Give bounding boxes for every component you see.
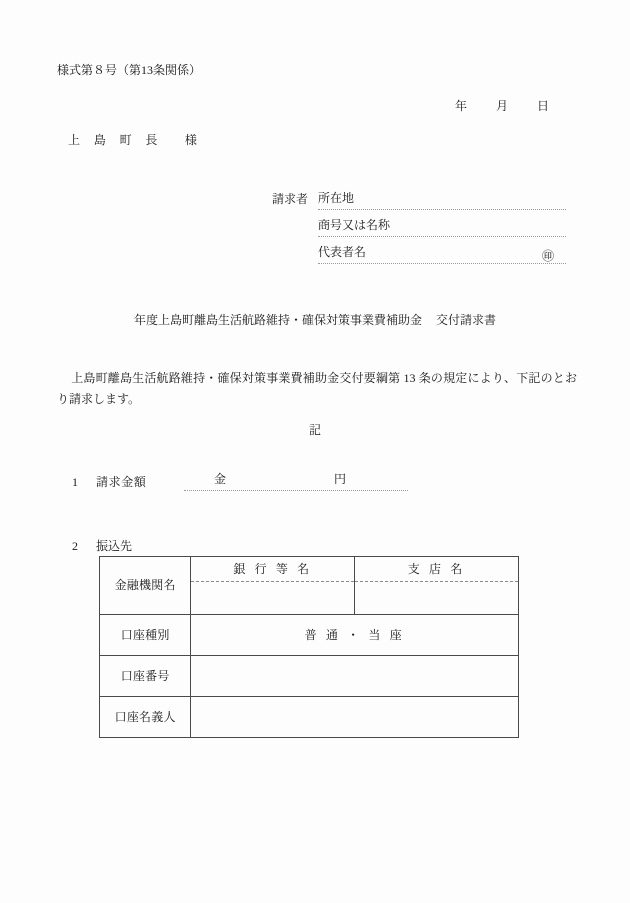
addressee-town: 上 島 町 長 <box>68 133 163 147</box>
page-title <box>0 312 630 329</box>
requester-tag-spacer-2 <box>272 262 318 264</box>
form-number: 様式第８号（第13条関係） <box>57 63 202 77</box>
currency-suffix: 円 <box>334 472 347 486</box>
table-row-account-type <box>100 615 519 656</box>
requester-address-field[interactable] <box>318 190 566 210</box>
item-claim-amount <box>72 471 408 491</box>
date-day-label: 日 <box>537 99 550 113</box>
table-row-account-number <box>100 656 519 697</box>
item-2-number: 2 <box>72 539 78 553</box>
body-paragraph-text: 上島町離島生活航路維持・確保対策事業費補助金交付要綱第 13 条の規定により、下記のとおり請求します。 <box>57 371 577 406</box>
item-1-number: 1 <box>72 475 78 489</box>
requester-tag-spacer <box>272 235 318 237</box>
table-row-account-holder <box>100 697 519 738</box>
table-row-institution <box>100 557 519 615</box>
bank-account-table <box>99 556 519 738</box>
requester-address-label: 所在地 <box>318 191 355 206</box>
addressee <box>68 132 197 149</box>
body-paragraph <box>57 368 577 410</box>
date-month-label: 月 <box>496 99 509 113</box>
institution-label-cell: 金融機関名 <box>100 557 191 615</box>
requester-block <box>272 183 566 264</box>
claim-amount-input[interactable] <box>184 471 408 491</box>
page-title-main: 年度上島町離島生活航路維持・確保対策事業費補助金 <box>133 313 422 327</box>
account-holder-value[interactable] <box>191 697 519 738</box>
bank-name-value[interactable] <box>191 582 354 614</box>
item-1-label: 請求金額 <box>96 475 147 489</box>
item-2-label: 振込先 <box>96 539 133 553</box>
page-title-sub: 交付請求書 <box>436 313 497 327</box>
ki-marker: 記 <box>308 423 321 437</box>
date-line <box>455 98 549 115</box>
account-holder-label: 口座名義人 <box>100 697 191 738</box>
branch-name-cell[interactable] <box>355 557 519 615</box>
date-year-label: 年 <box>455 99 468 113</box>
branch-name-header: 支 店 名 <box>355 557 518 582</box>
account-number-label: 口座番号 <box>100 656 191 697</box>
account-number-value[interactable] <box>191 656 519 697</box>
requester-row-address <box>272 183 566 210</box>
requester-company-field[interactable] <box>318 217 566 237</box>
requester-tag: 請求者 <box>272 192 309 207</box>
branch-name-value[interactable] <box>355 582 518 614</box>
bank-name-cell[interactable] <box>191 557 355 615</box>
requester-row-representative <box>272 237 566 264</box>
account-type-label: 口座種別 <box>100 615 191 656</box>
addressee-honorific: 様 <box>184 133 197 147</box>
currency-prefix: 金 <box>214 472 227 486</box>
requester-company-label: 商号又は名称 <box>318 218 391 233</box>
requester-row-company <box>272 210 566 237</box>
requester-representative-field[interactable] <box>318 244 566 264</box>
requester-representative-label: 代表者名 <box>318 245 367 260</box>
bank-name-header: 銀 行 等 名 <box>191 557 354 582</box>
account-type-value[interactable]: 普 通 ・ 当 座 <box>191 615 519 656</box>
seal-icon: ㊞ <box>541 249 554 263</box>
item-transfer-destination <box>72 538 132 555</box>
